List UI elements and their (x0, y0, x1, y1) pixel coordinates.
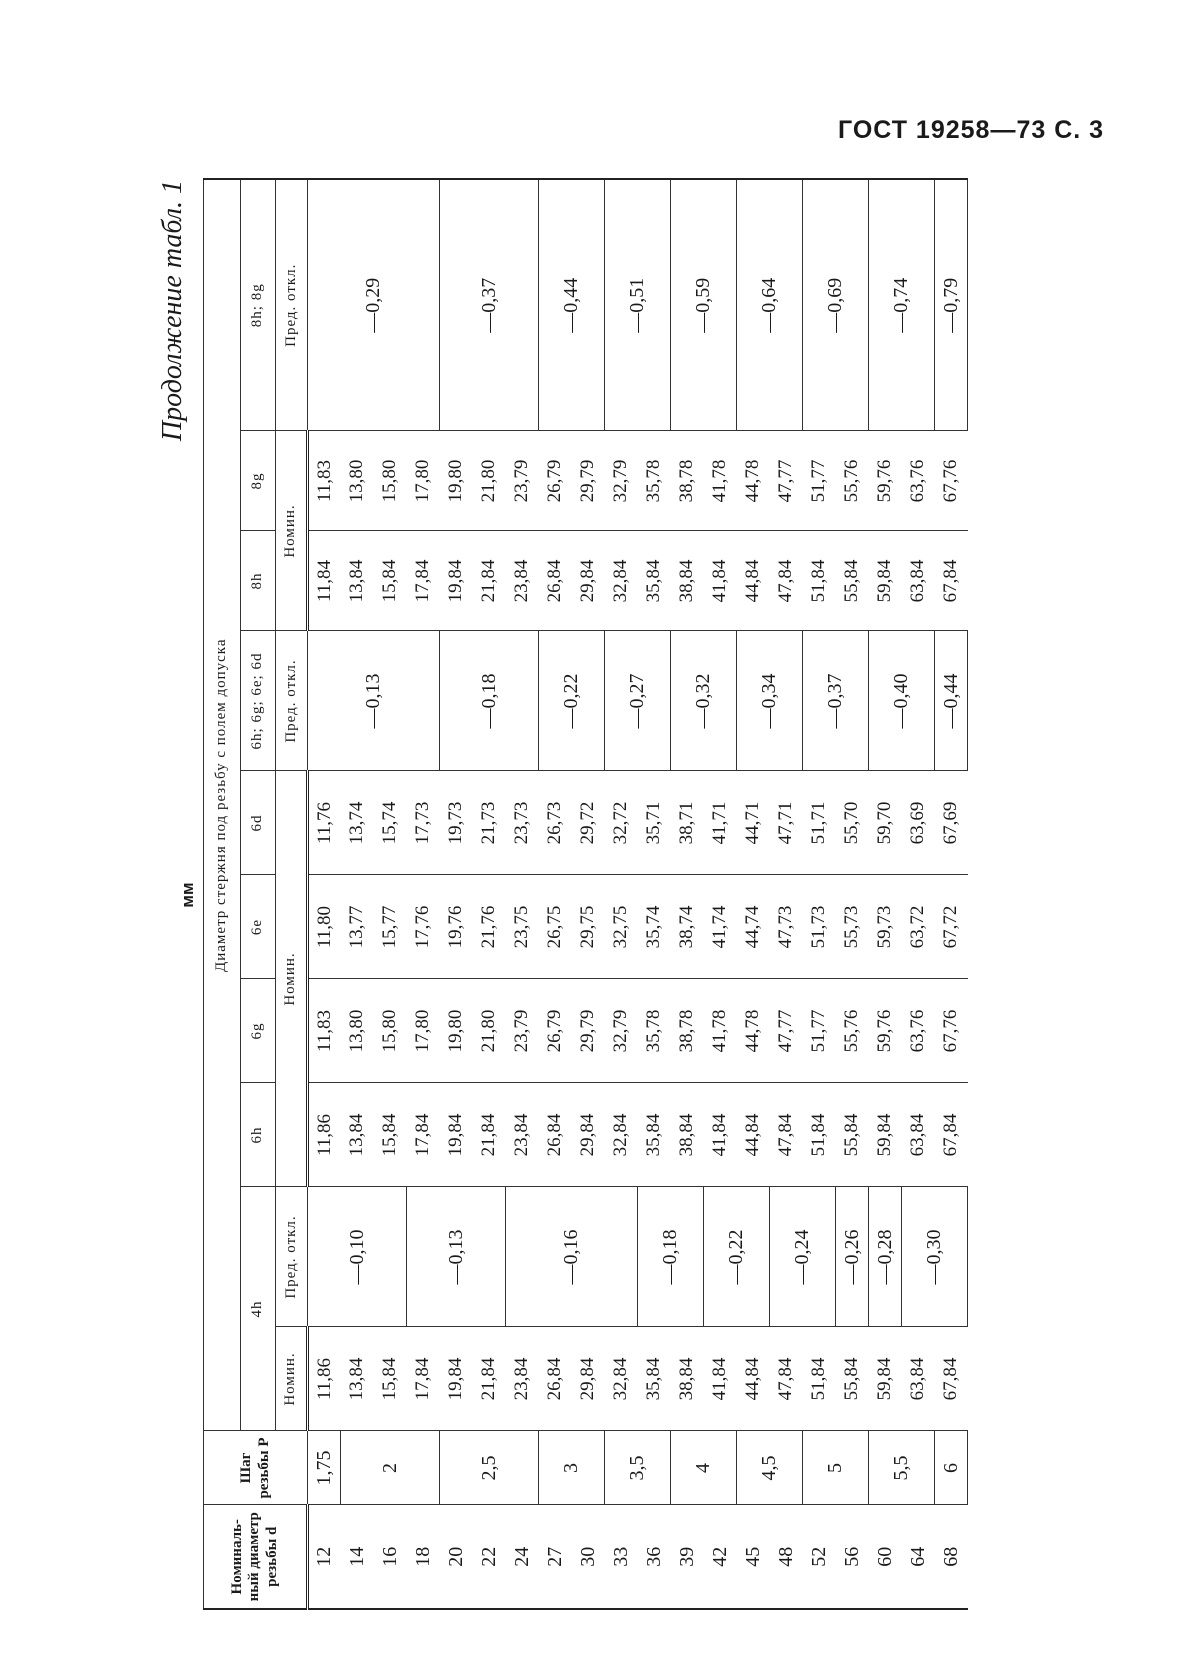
nominal-8h-cell: 17,84 (407, 531, 440, 631)
table-row (440, 179, 473, 1609)
nominal-6g-cell: 21,80 (473, 979, 506, 1083)
deviation-8-cell: —0,69 (803, 179, 869, 431)
nominal-6g-cell: 23,79 (506, 979, 539, 1083)
deviation-8-cell: —0,37 (440, 179, 539, 431)
nominal-4h-cell: 29,84 (572, 1327, 605, 1431)
nominal-4h-cell: 32,84 (605, 1327, 638, 1431)
table-row (803, 179, 836, 1609)
table-row (935, 179, 968, 1609)
nominal-6e-cell: 32,75 (605, 875, 638, 979)
nominal-6e-cell: 44,74 (737, 875, 770, 979)
nominal-6h-cell: 21,84 (473, 1083, 506, 1187)
nominal-6g-cell: 26,79 (539, 979, 572, 1083)
nominal-6h-cell: 47,84 (770, 1083, 803, 1187)
header-grade-8h: 8h (241, 531, 276, 631)
header-grade-8-all: 8h; 8g (241, 179, 276, 431)
nominal-8h-cell: 21,84 (473, 531, 506, 631)
nominal-6d-cell: 59,70 (869, 771, 902, 875)
nominal-4h-cell: 67,84 (935, 1327, 968, 1431)
nominal-8g-cell: 15,80 (374, 431, 407, 531)
nominal-6h-cell: 23,84 (506, 1083, 539, 1187)
thread-pitch-cell: 2,5 (440, 1431, 539, 1505)
nominal-6g-cell: 32,79 (605, 979, 638, 1083)
nominal-6e-cell: 47,73 (770, 875, 803, 979)
header-group-tolerance: Диаметр стержня под резьбу с полем допуска (204, 179, 241, 1431)
nominal-6d-cell: 47,71 (770, 771, 803, 875)
nominal-6d-cell: 35,71 (638, 771, 671, 875)
header-grade-6g: 6g (241, 979, 276, 1083)
nominal-4h-cell: 63,84 (902, 1327, 935, 1431)
nominal-diameter-cell: 45 (737, 1505, 770, 1609)
nominal-8g-cell: 19,80 (440, 431, 473, 531)
nominal-8h-cell: 55,84 (836, 531, 869, 631)
nominal-6h-cell: 11,86 (308, 1083, 341, 1187)
nominal-8h-cell: 47,84 (770, 531, 803, 631)
deviation-8-cell: —0,44 (539, 179, 605, 431)
nominal-6h-cell: 15,84 (374, 1083, 407, 1187)
deviation-4h-cell: —0,16 (506, 1187, 638, 1327)
deviation-6-cell: —0,13 (308, 631, 440, 771)
nominal-6h-cell: 67,84 (935, 1083, 968, 1187)
header-grade-6h: 6h (241, 1083, 276, 1187)
nominal-6d-cell: 51,71 (803, 771, 836, 875)
nominal-4h-cell: 38,84 (671, 1327, 704, 1431)
deviation-4h-cell: —0,24 (770, 1187, 836, 1327)
nominal-6g-cell: 41,78 (704, 979, 737, 1083)
nominal-6e-cell: 38,74 (671, 875, 704, 979)
nominal-8g-cell: 13,80 (341, 431, 374, 531)
nominal-4h-cell: 17,84 (407, 1327, 440, 1431)
nominal-6d-cell: 38,71 (671, 771, 704, 875)
deviation-6-cell: —0,22 (539, 631, 605, 771)
nominal-8h-cell: 63,84 (902, 531, 935, 631)
nominal-6g-cell: 35,78 (638, 979, 671, 1083)
deviation-8-cell: —0,64 (737, 179, 803, 431)
nominal-6e-cell: 55,73 (836, 875, 869, 979)
table-body (308, 179, 968, 1609)
nominal-4h-cell: 44,84 (737, 1327, 770, 1431)
header-grade-6e: 6e (241, 875, 276, 979)
nominal-6h-cell: 29,84 (572, 1083, 605, 1187)
header-nominal-8: Номин. (276, 431, 308, 631)
nominal-6e-cell: 41,74 (704, 875, 737, 979)
deviation-4h-cell: —0,26 (836, 1187, 869, 1327)
nominal-8g-cell: 55,76 (836, 431, 869, 531)
nominal-6d-cell: 26,73 (539, 771, 572, 875)
nominal-6d-cell: 67,69 (935, 771, 968, 875)
nominal-8g-cell: 63,76 (902, 431, 935, 531)
nominal-8g-cell: 47,77 (770, 431, 803, 531)
page-header: ГОСТ 19258—73 С. 3 (838, 116, 1105, 144)
nominal-4h-cell: 26,84 (539, 1327, 572, 1431)
nominal-6g-cell: 15,80 (374, 979, 407, 1083)
table-row (869, 179, 902, 1609)
nominal-6h-cell: 17,84 (407, 1083, 440, 1187)
nominal-diameter-cell: 24 (506, 1505, 539, 1609)
nominal-6e-cell: 21,76 (473, 875, 506, 979)
table-header (204, 179, 308, 1609)
thread-pitch-cell: 5,5 (869, 1431, 935, 1505)
nominal-diameter-cell: 22 (473, 1505, 506, 1609)
nominal-6g-cell: 55,76 (836, 979, 869, 1083)
nominal-6d-cell: 44,71 (737, 771, 770, 875)
nominal-6d-cell: 13,74 (341, 771, 374, 875)
deviation-6-cell: —0,27 (605, 631, 671, 771)
deviation-6-cell: —0,44 (935, 631, 968, 771)
nominal-4h-cell: 13,84 (341, 1327, 374, 1431)
nominal-6e-cell: 23,75 (506, 875, 539, 979)
nominal-8g-cell: 32,79 (605, 431, 638, 531)
nominal-8g-cell: 11,83 (308, 431, 341, 531)
nominal-6e-cell: 51,73 (803, 875, 836, 979)
nominal-diameter-cell: 52 (803, 1505, 836, 1609)
header-nominal-6: Номин. (276, 771, 308, 1187)
nominal-8h-cell: 11,84 (308, 531, 341, 631)
nominal-8h-cell: 67,84 (935, 531, 968, 631)
nominal-6e-cell: 19,76 (440, 875, 473, 979)
table-row (737, 179, 770, 1609)
thread-pitch-cell: 6 (935, 1431, 968, 1505)
nominal-6d-cell: 11,76 (308, 771, 341, 875)
nominal-8g-cell: 26,79 (539, 431, 572, 531)
nominal-6e-cell: 26,75 (539, 875, 572, 979)
deviation-8-cell: —0,79 (935, 179, 968, 431)
thread-pitch-cell: 3 (539, 1431, 605, 1505)
nominal-8g-cell: 67,76 (935, 431, 968, 531)
nominal-8h-cell: 32,84 (605, 531, 638, 631)
nominal-4h-cell: 35,84 (638, 1327, 671, 1431)
nominal-6h-cell: 55,84 (836, 1083, 869, 1187)
deviation-6-cell: —0,37 (803, 631, 869, 771)
nominal-6h-cell: 38,84 (671, 1083, 704, 1187)
header-deviation-6: Пред. откл. (276, 631, 308, 771)
nominal-6e-cell: 13,77 (341, 875, 374, 979)
nominal-8g-cell: 17,80 (407, 431, 440, 531)
deviation-4h-cell: —0,18 (638, 1187, 704, 1327)
nominal-6e-cell: 67,72 (935, 875, 968, 979)
deviation-8-cell: —0,29 (308, 179, 440, 431)
nominal-4h-cell: 23,84 (506, 1327, 539, 1431)
deviation-6-cell: —0,34 (737, 631, 803, 771)
table-row (308, 179, 341, 1609)
nominal-6h-cell: 35,84 (638, 1083, 671, 1187)
nominal-6d-cell: 41,71 (704, 771, 737, 875)
nominal-8g-cell: 35,78 (638, 431, 671, 531)
header-deviation-4h: Пред. откл. (276, 1187, 308, 1327)
nominal-8g-cell: 41,78 (704, 431, 737, 531)
nominal-6e-cell: 59,73 (869, 875, 902, 979)
nominal-4h-cell: 21,84 (473, 1327, 506, 1431)
nominal-diameter-cell: 20 (440, 1505, 473, 1609)
table-row (671, 179, 704, 1609)
deviation-4h-cell: —0,22 (704, 1187, 770, 1327)
nominal-6d-cell: 15,74 (374, 771, 407, 875)
nominal-4h-cell: 51,84 (803, 1327, 836, 1431)
nominal-8h-cell: 44,84 (737, 531, 770, 631)
header-grade-8g: 8g (241, 431, 276, 531)
nominal-6d-cell: 17,73 (407, 771, 440, 875)
deviation-4h-cell: —0,28 (869, 1187, 902, 1327)
nominal-diameter-cell: 39 (671, 1505, 704, 1609)
deviation-4h-cell: —0,30 (902, 1187, 968, 1327)
nominal-6d-cell: 19,73 (440, 771, 473, 875)
nominal-diameter-cell: 18 (407, 1505, 440, 1609)
deviation-8-cell: —0,59 (671, 179, 737, 431)
nominal-8g-cell: 51,77 (803, 431, 836, 531)
nominal-6d-cell: 32,72 (605, 771, 638, 875)
nominal-8h-cell: 38,84 (671, 531, 704, 631)
nominal-6e-cell: 29,75 (572, 875, 605, 979)
thread-pitch-cell: 3,5 (605, 1431, 671, 1505)
thread-pitch-cell: 4 (671, 1431, 737, 1505)
nominal-diameter-cell: 16 (374, 1505, 407, 1609)
nominal-diameter-cell: 33 (605, 1505, 638, 1609)
rotated-table-block (157, 180, 995, 1610)
nominal-6h-cell: 32,84 (605, 1083, 638, 1187)
nominal-6g-cell: 44,78 (737, 979, 770, 1083)
nominal-4h-cell: 11,86 (308, 1327, 341, 1431)
nominal-6h-cell: 44,84 (737, 1083, 770, 1187)
nominal-8h-cell: 41,84 (704, 531, 737, 631)
nominal-4h-cell: 41,84 (704, 1327, 737, 1431)
nominal-6h-cell: 63,84 (902, 1083, 935, 1187)
nominal-8g-cell: 21,80 (473, 431, 506, 531)
nominal-6d-cell: 29,72 (572, 771, 605, 875)
deviation-4h-cell: —0,13 (407, 1187, 506, 1327)
deviation-8-cell: —0,51 (605, 179, 671, 431)
table-row (605, 179, 638, 1609)
nominal-8h-cell: 35,84 (638, 531, 671, 631)
nominal-8g-cell: 59,76 (869, 431, 902, 531)
nominal-6e-cell: 11,80 (308, 875, 341, 979)
header-nominal-4h: Номин. (276, 1327, 308, 1431)
nominal-8h-cell: 13,84 (341, 531, 374, 631)
nominal-diameter-cell: 27 (539, 1505, 572, 1609)
nominal-6d-cell: 21,73 (473, 771, 506, 875)
nominal-8g-cell: 29,79 (572, 431, 605, 531)
header-grade-4h: 4h (241, 1187, 276, 1431)
nominal-6h-cell: 51,84 (803, 1083, 836, 1187)
nominal-8g-cell: 23,79 (506, 431, 539, 531)
thread-pitch-cell: 5 (803, 1431, 869, 1505)
nominal-6g-cell: 13,80 (341, 979, 374, 1083)
nominal-diameter-cell: 48 (770, 1505, 803, 1609)
header-deviation-8: Пред. откл. (276, 179, 308, 431)
nominal-diameter-cell: 56 (836, 1505, 869, 1609)
nominal-8g-cell: 44,78 (737, 431, 770, 531)
nominal-8h-cell: 19,84 (440, 531, 473, 631)
nominal-6g-cell: 63,76 (902, 979, 935, 1083)
nominal-6h-cell: 19,84 (440, 1083, 473, 1187)
unit-label: мм (178, 882, 197, 908)
thread-diameter-table (203, 178, 968, 1610)
deviation-4h-cell: —0,10 (308, 1187, 407, 1327)
nominal-6g-cell: 59,76 (869, 979, 902, 1083)
nominal-6g-cell: 67,76 (935, 979, 968, 1083)
header-thread-pitch: Шаг резьбы P (204, 1431, 308, 1505)
nominal-diameter-cell: 30 (572, 1505, 605, 1609)
nominal-8h-cell: 29,84 (572, 531, 605, 631)
nominal-6e-cell: 17,76 (407, 875, 440, 979)
table-caption: Продолжение табл. 1 (157, 180, 188, 442)
deviation-8-cell: —0,74 (869, 179, 935, 431)
nominal-diameter-cell: 64 (902, 1505, 935, 1609)
header-nominal-diameter: Номиналь-ный диаметр резьбы d (204, 1505, 308, 1609)
nominal-6d-cell: 63,69 (902, 771, 935, 875)
nominal-6g-cell: 47,77 (770, 979, 803, 1083)
nominal-8h-cell: 59,84 (869, 531, 902, 631)
nominal-6h-cell: 59,84 (869, 1083, 902, 1187)
nominal-6h-cell: 41,84 (704, 1083, 737, 1187)
nominal-6g-cell: 51,77 (803, 979, 836, 1083)
thread-pitch-cell: 1,75 (308, 1431, 341, 1505)
nominal-diameter-cell: 14 (341, 1505, 374, 1609)
nominal-6e-cell: 15,77 (374, 875, 407, 979)
thread-pitch-cell: 4,5 (737, 1431, 803, 1505)
nominal-8h-cell: 15,84 (374, 531, 407, 631)
deviation-6-cell: —0,32 (671, 631, 737, 771)
nominal-4h-cell: 15,84 (374, 1327, 407, 1431)
thread-pitch-cell: 2 (341, 1431, 440, 1505)
deviation-6-cell: —0,18 (440, 631, 539, 771)
nominal-4h-cell: 55,84 (836, 1327, 869, 1431)
nominal-6d-cell: 55,70 (836, 771, 869, 875)
table-row (539, 179, 572, 1609)
nominal-6h-cell: 13,84 (341, 1083, 374, 1187)
nominal-6h-cell: 26,84 (539, 1083, 572, 1187)
header-grade-6-all: 6h; 6g; 6e; 6d (241, 631, 276, 771)
nominal-6g-cell: 29,79 (572, 979, 605, 1083)
nominal-6g-cell: 11,83 (308, 979, 341, 1083)
nominal-diameter-cell: 68 (935, 1505, 968, 1609)
nominal-diameter-cell: 12 (308, 1505, 341, 1609)
nominal-diameter-cell: 60 (869, 1505, 902, 1609)
nominal-diameter-cell: 42 (704, 1505, 737, 1609)
nominal-4h-cell: 59,84 (869, 1327, 902, 1431)
nominal-8h-cell: 23,84 (506, 531, 539, 631)
nominal-8h-cell: 51,84 (803, 531, 836, 631)
nominal-diameter-cell: 36 (638, 1505, 671, 1609)
nominal-6e-cell: 35,74 (638, 875, 671, 979)
nominal-6g-cell: 17,80 (407, 979, 440, 1083)
nominal-6d-cell: 23,73 (506, 771, 539, 875)
header-grade-6d: 6d (241, 771, 276, 875)
deviation-6-cell: —0,40 (869, 631, 935, 771)
nominal-4h-cell: 47,84 (770, 1327, 803, 1431)
nominal-4h-cell: 19,84 (440, 1327, 473, 1431)
nominal-6e-cell: 63,72 (902, 875, 935, 979)
nominal-6g-cell: 38,78 (671, 979, 704, 1083)
nominal-6g-cell: 19,80 (440, 979, 473, 1083)
nominal-8h-cell: 26,84 (539, 531, 572, 631)
nominal-8g-cell: 38,78 (671, 431, 704, 531)
